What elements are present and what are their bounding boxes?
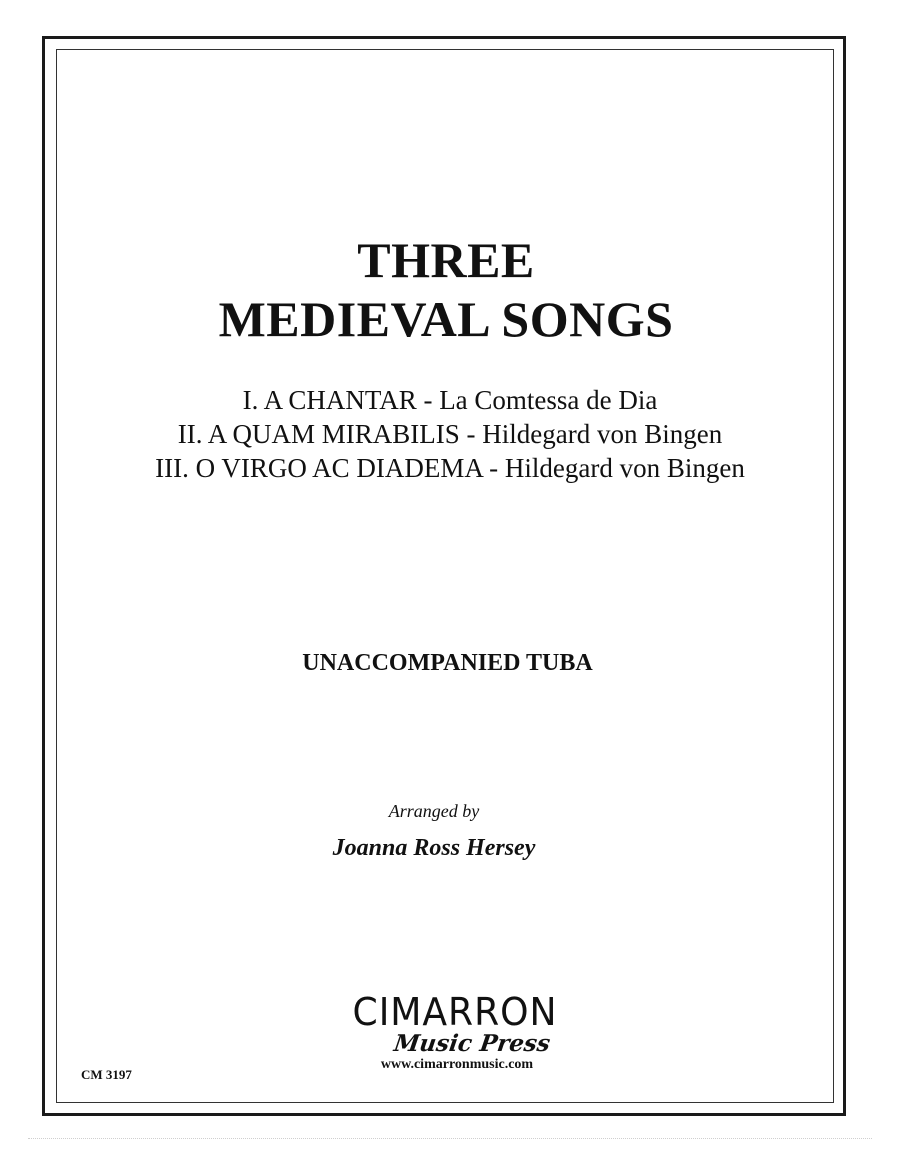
publisher-subtitle: Music Press: [392, 1030, 552, 1057]
movement-3: III. O VIRGO AC DIADEMA - Hildegard von Bingen: [155, 453, 745, 483]
page-bottom-divider: [28, 1138, 872, 1139]
publisher-name: CIMARRON: [352, 990, 558, 1034]
movement-1: I. A CHANTAR - La Comtessa de Dia: [242, 385, 658, 415]
title-line-2: MEDIEVAL SONGS: [218, 291, 674, 347]
instrumentation: UNACCOMPANIED TUBA: [302, 650, 593, 676]
arranged-by-label: Arranged by: [388, 801, 480, 821]
publisher-logo: [340, 990, 570, 1074]
movement-list: [0, 383, 900, 485]
arranger-name: Joanna Ross Hersey: [332, 835, 536, 861]
inner-border-frame: [56, 49, 834, 1103]
catalog-number: CM 3197: [81, 1067, 132, 1082]
publisher-website: www.cimarronmusic.com: [380, 1057, 534, 1072]
title-line-1: THREE: [357, 232, 535, 288]
movement-2: II. A QUAM MIRABILIS - Hildegard von Bingen: [177, 419, 723, 449]
